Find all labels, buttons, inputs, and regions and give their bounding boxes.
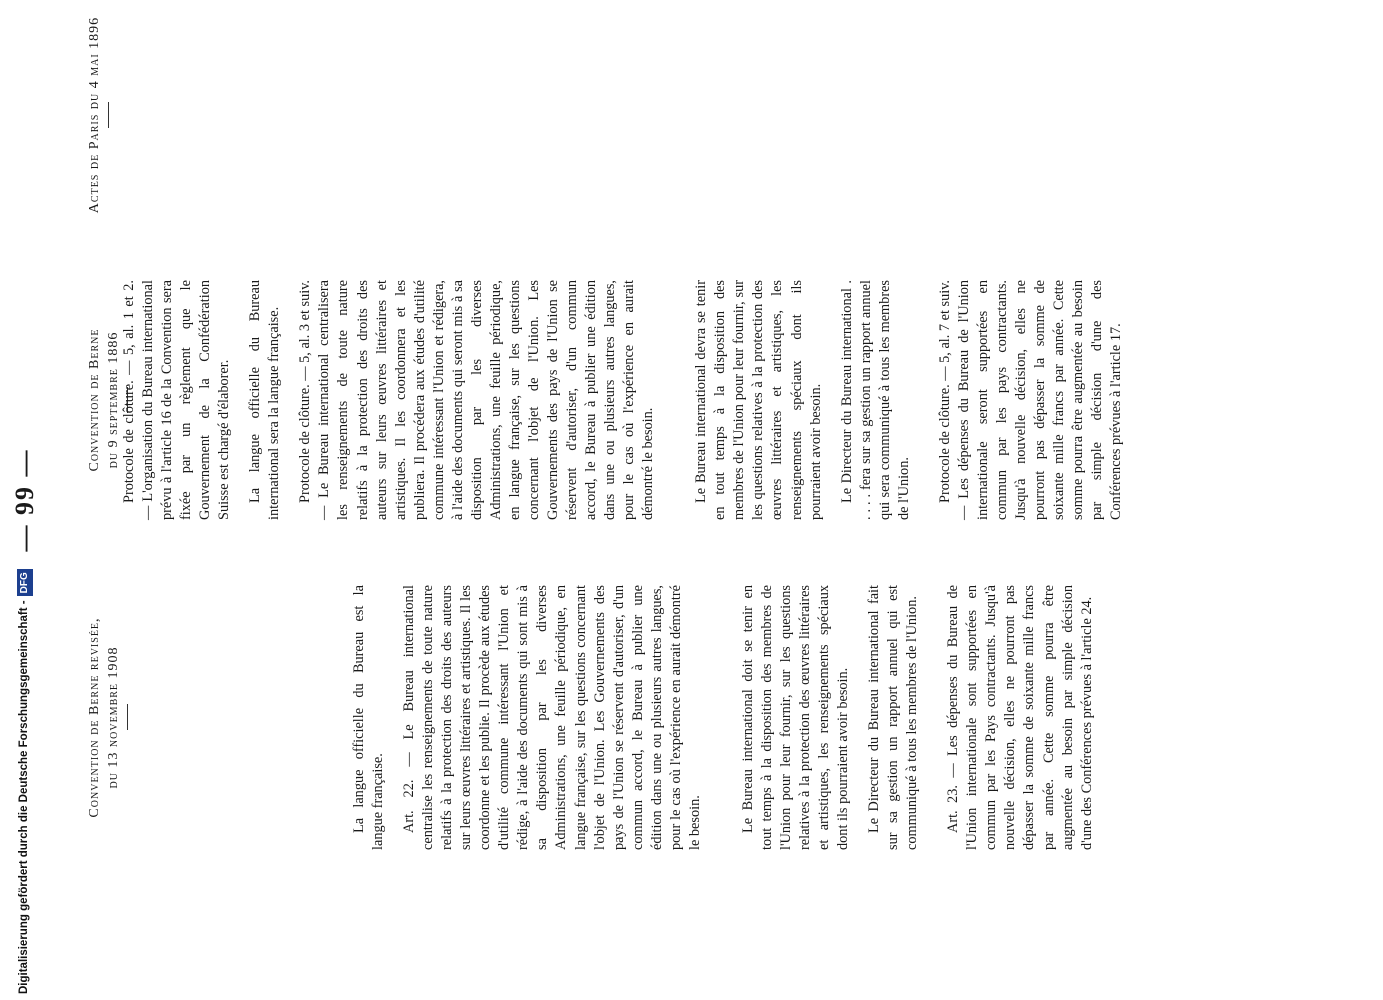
header-rule: [108, 102, 109, 128]
paragraph-article-23: Art. 23. — Les dépenses du Bureau de l'Union internationale sont supportées en commun par les Pays contractants. Jusqu'à nouvelle décision, elles ne pourront pas dépasser la somme de soixante mille francs par année. Cette somme pourra être augmentée au besoin par simple décision d'une des Conférences prévues à l'article 24.: [945, 585, 1095, 850]
paragraph: La langue officielle du Bureau international sera la langue française.: [247, 280, 283, 520]
paragraph-article-22: Art. 22. — Le Bureau international centralise les renseignements de toute nature relatifs à la protection des droits des auteurs sur leurs œuvres littéraires et artistiques. Il les coordonne et les publie. Il procède aux études d'utilité commune intéressant l'Union et rédige, à l'aide des documents qui sont mis à sa disposition par les diverses Administrations, une feuille périodique, en langue française, sur les questions concernant l'objet de l'Union. Les Gouvernements des pays de l'Union se réservent d'autoriser, d'un commun accord, le Bureau à publier une édition dans une ou plusieurs autres langues, pour le cas où l'expérience en aurait démontré le besoin.: [401, 585, 703, 850]
header-left-title: Convention de Berne revisée,: [87, 617, 102, 818]
header-rule: [127, 705, 128, 731]
paragraph-protocole: Protocole de clôture. — 5, al. 1 et 2. — L'organisation du Bureau international prévu à l'article 16 de la Convention sera fixée par un règlement que le Gouvernement de la Confédération Suisse est chargé d'élaborer.: [121, 280, 233, 520]
header-left-date: du 13 novembre 1908: [106, 646, 121, 789]
paragraph-protocole: Protocole de clôture. — 5, al. 3 et suiv. — Le Bureau international centralisera les renseignements de toute nature relatifs à la protection des droits des auteurs sur leurs œuvres littéraires et artistiques. Il les coordonnera et les publiera. Il procédera aux études d'utilité commune intéressant l'Union et rédigera, à l'aide des documents qui seront mis à sa disposition par les diverses Administrations, une feuille périodique, en langue française, sur les questions concernant l'objet de l'Union. Les Gouvernements des pays de l'Union se réservent d'autoriser, d'un commun accord, le Bureau à publier une édition dans une ou plusieurs autres langues, pour le cas où l'expérience en aurait démontré le besoin.: [297, 279, 657, 520]
column-1886: [120, 280, 1138, 520]
paragraph: Le Bureau international doit se tenir en tout temps à la disposition des membres de l'Union pour leur fournir, sur les questions relatives à la protection des œuvres littéraires et artistiques, les renseignements spéciaux dont ils pourraient avoir besoin.: [739, 585, 852, 850]
paragraph-protocole: Protocole de clôture. — 5, al. 7 et suiv. — Les dépenses du Bureau de l'Union internationale seront supportées en commun par les pays contractants. Jusqu'à nouvelle décision, elles ne pourront pas dépasser la somme de soixante mille francs par année. Cette somme pourra être augmentée au besoin par simple décision d'une des Conférences prévues à l'article 17.: [936, 279, 1125, 520]
digitization-credit: [16, 0, 32, 1000]
paragraph: La langue officielle du Bureau est la langue française.: [351, 585, 387, 850]
header-right-title: Actes de Paris du 4 mai 1896: [87, 16, 102, 214]
page-number: — 99 —: [10, 448, 39, 552]
paragraph: Le Bureau international devra se tenir en tout temps à la disposition des membres de l'Union pour leur fournir, sur les questions relatives à la protection des œuvres littéraires et artistiques, les renseignements spéciaux dont ils pourraient avoir besoin.: [693, 280, 824, 520]
paragraph: Le Directeur du Bureau international fait sur sa gestion un rapport annuel qui est communiqué à tous les membres de l'Union.: [866, 585, 921, 850]
header-middle-date: du 9 septembre 1886: [106, 331, 121, 469]
header-left: [85, 585, 128, 850]
header-middle-title: Convention de Berne: [87, 328, 102, 472]
header-right: [85, 0, 109, 230]
dfg-logo: DFG: [17, 569, 33, 596]
credit-text: Digitalisierung gefördert durch die Deutsche Forschungsgemeinschaft -: [18, 600, 30, 994]
paragraph: Le Directeur du Bureau international . . . . . fera sur sa gestion un rapport annuel qui sera communiqué à tous les membres de l'Union.: [838, 280, 912, 520]
column-1908: [350, 585, 1109, 850]
